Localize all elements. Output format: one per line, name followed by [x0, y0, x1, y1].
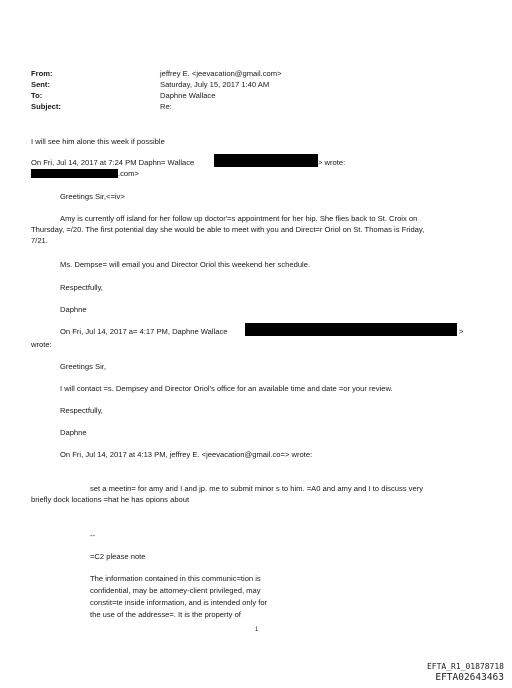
efta-id-1: EFTA_R1_01878718: [426, 662, 504, 671]
signature-note: =C2 please note: [90, 552, 146, 561]
paragraph-2: Ms. Dempse= will email you and Director Oriol this weekend her schedule.: [60, 260, 311, 269]
paragraph-3: I will contact =s. Dempsey and Director Oriol's office for an available time and date =or your review.: [60, 384, 393, 393]
paragraph-1-line-3: 7/21.: [31, 236, 48, 245]
redaction-block: [31, 169, 118, 178]
intro-line: I will see him alone this week if possible: [31, 137, 165, 146]
paragraph-1-line-1: Amy is currently off island for her follow up doctor'=s appointment for her hip. She flies back to St. Croix on: [60, 214, 418, 223]
signature-1: Daphne: [60, 305, 87, 314]
closing-1: Respectfully,: [60, 283, 103, 292]
redaction-block: [245, 323, 457, 336]
to-label: To:: [31, 91, 43, 100]
confidentiality-line-4: the use of the addresse=. It is the property of: [90, 610, 241, 619]
subject-value: Re:: [160, 102, 172, 111]
paragraph-4-line-2: briefly dock locations =hat he has opions about: [31, 495, 190, 504]
greeting-2: Greetings Sir,: [60, 362, 107, 371]
signature-separator: --: [90, 531, 96, 540]
to-value: Daphne Wallace: [160, 91, 216, 100]
confidentiality-line-3: constit=te inside information, and is intended only for: [90, 598, 268, 607]
signature-2: Daphne: [60, 428, 87, 437]
from-value: jeffrey E. <jeevacation@gmail.com>: [160, 69, 282, 78]
quote-header-3: On Fri, Jul 14, 2017 at 4:13 PM, jeffrey E. <jeevacation@gmail.co=> wrote:: [60, 450, 313, 459]
sent-value: Saturday, July 15, 2017 1:40 AM: [160, 80, 270, 89]
quote-header-2: On Fri, Jul 14, 2017 a= 4:17 PM, Daphne Wallace: [60, 327, 228, 336]
redaction-block: [214, 154, 318, 167]
greeting-1: Greetings Sir,<=iv>: [60, 192, 125, 201]
quote-header-2-wrote: wrote:: [31, 340, 52, 349]
page-number: 1: [255, 627, 259, 633]
quote-header-1-tail: > wrote:: [318, 158, 346, 167]
efta-id-2: EFTA02643463: [435, 672, 504, 683]
quote-header-1-email-tail: .com>: [118, 169, 139, 178]
paragraph-4-line-1: set a meetin= for amy and I and jp. me to submit minor s to him. =A0 and amy and I to discuss very: [90, 484, 424, 493]
sent-label: Sent:: [31, 80, 50, 89]
from-label: From:: [31, 69, 53, 78]
paragraph-1-line-2: Thursday, =/20. The first potential day she would be able to meet with you and Direct=r Oriol on St. Thomas is Friday,: [31, 225, 425, 234]
quote-header-1: On Fri, Jul 14, 2017 at 7:24 PM Daphn= Wallace: [31, 158, 195, 167]
subject-label: Subject:: [31, 102, 61, 111]
confidentiality-line-2: confidential, may be attorney-client privileged, may: [90, 586, 261, 595]
confidentiality-line-1: The information contained in this communic=tion is: [90, 574, 261, 583]
closing-2: Respectfully,: [60, 406, 103, 415]
quote-header-2-tail: >: [459, 327, 464, 336]
